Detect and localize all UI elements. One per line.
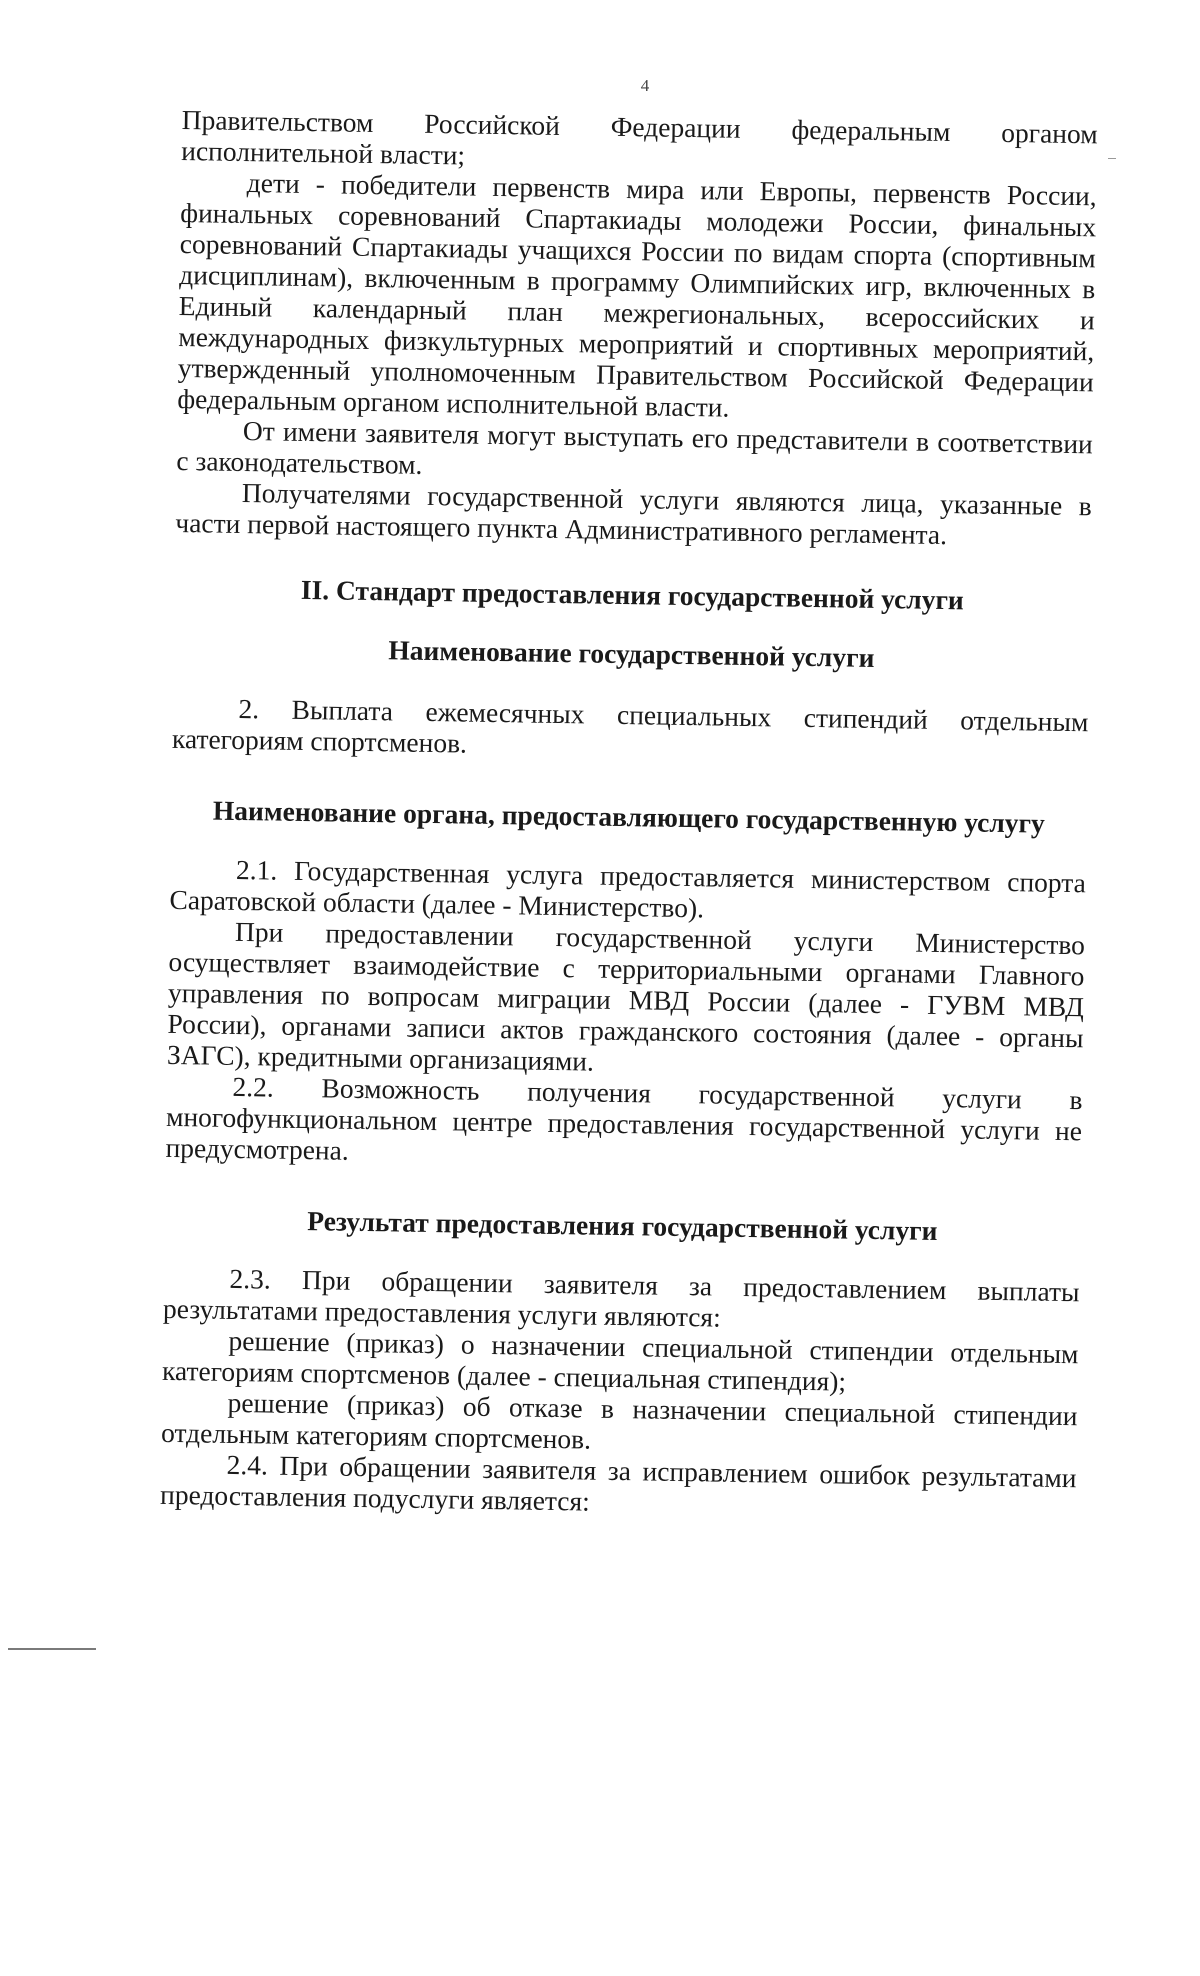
authority-heading: Наименование органа, предоставляющего государственную услугу bbox=[212, 794, 1046, 839]
paragraph-interaction: При предоставлении государственной услуги Министерство осуществляет взаимодействие с территориальными органами Главного управления по вопросам миграции МВД России (далее - ГУВМ МВД России), органами записи актов гражданского состояния (далее - органы ЗАГС), кредитными организациями. bbox=[166, 915, 1086, 1077]
paragraph-2-3: 2.3. При обращении заявителя за предоставлением выплаты результатами предоставления услуги являются: bbox=[162, 1262, 1080, 1333]
page-body bbox=[160, 104, 1098, 1524]
paragraph-decision-grant: решение (приказ) о назначении специальной стипендии отдельным категориям спортсменов (далее - специальная стипендия); bbox=[161, 1324, 1079, 1397]
service-name-heading: Наименование государственной услуги bbox=[388, 634, 875, 673]
margin-line bbox=[8, 1648, 96, 1650]
paragraph-children-winners: дети - победители первенств мира или Европы, первенств России, финальных соревнований Спартакиады молодежи России, финальных соревнований Спартакиады учащихся России по видам спорта (спортивным дисциплинам), включенным в программу Олимпийских игр, включенных в Единый календарный план межрегиональных, всероссийских и международных физкультурных мероприятий и спортивных мероприятий, утвержденный уполномоченным Правительством Российской Федерации федеральным органом исполнительной власти. bbox=[177, 167, 1097, 423]
section-heading: II. Стандарт предоставления государственной услуги bbox=[300, 573, 965, 616]
scan-edge-mark bbox=[1108, 158, 1116, 159]
result-heading: Результат предоставления государственной услуги bbox=[307, 1205, 938, 1247]
paragraph-2: 2. Выплата ежемесячных специальных стипендий отдельным категориям спортсменов. bbox=[171, 692, 1089, 759]
paragraph-decision-refusal: решение (приказ) об отказе в назначении специальной стипендии отдельным категориям спортсменов. bbox=[160, 1386, 1078, 1455]
paragraph-representatives: От имени заявителя могут выступать его представители в соответствии с законодательством. bbox=[176, 414, 1094, 480]
paragraph-2-1: 2.1. Государственная услуга предоставляется министерством спорта Саратовской области (далее - Министерство). bbox=[169, 853, 1087, 924]
paragraph-authority-continuation: Правительством Российской Федерации федеральным органом исполнительной власти; bbox=[181, 104, 1098, 171]
paragraph-2-2: 2.2. Возможность получения государственной услуги в многофункциональном центре предоставления государственной услуги не предусмотрена. bbox=[165, 1070, 1083, 1166]
paragraph-2-4: 2.4. При обращении заявителя за исправлением ошибок результатами предоставления подуслуги является: bbox=[159, 1448, 1077, 1517]
paragraph-recipients: Получателями государственной услуги являются лица, указанные в части первой настоящего пункта Административного регламента. bbox=[175, 476, 1093, 551]
page-number: 4 bbox=[640, 76, 650, 95]
